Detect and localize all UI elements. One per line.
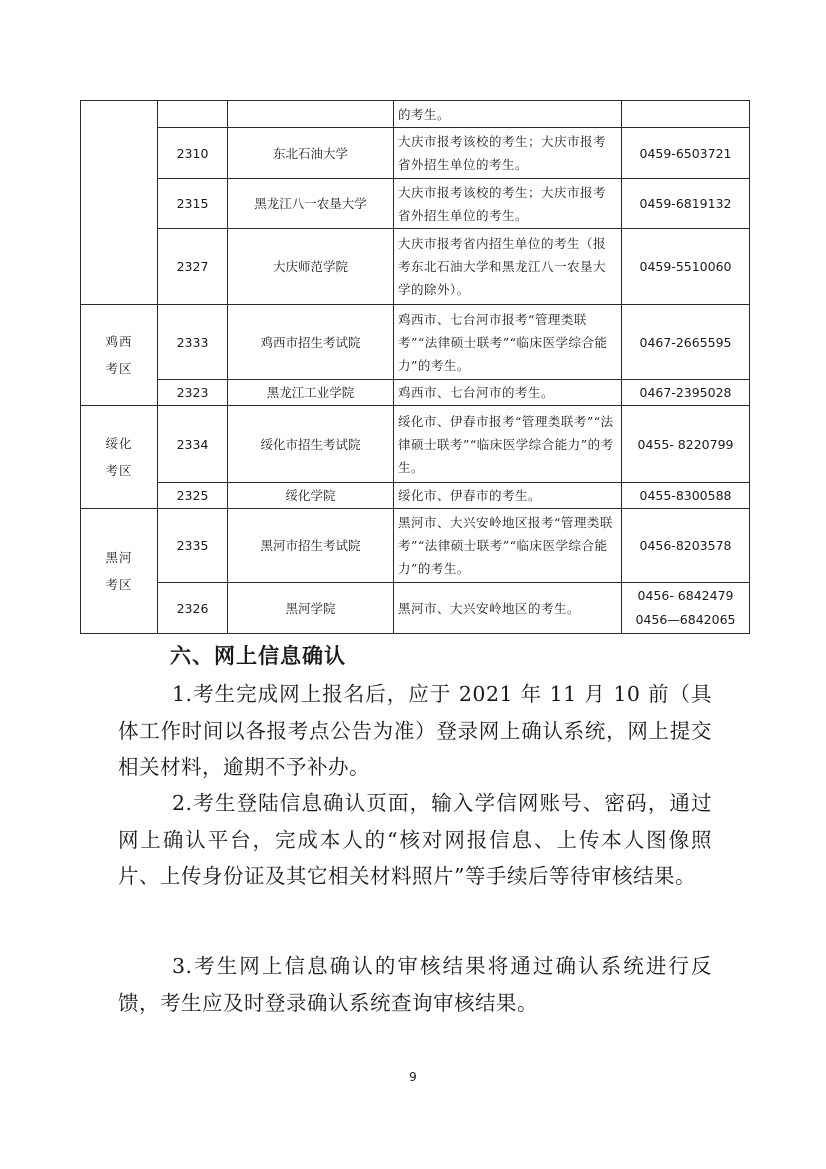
description-cell: 绥化市、伊春市报考“管理类联考”“法律硕士联考”“临床医学综合能力”的考生。	[394, 406, 622, 483]
table-row	[81, 128, 750, 179]
area-cell	[81, 305, 158, 406]
phone-cell: 0467-2665595	[622, 305, 750, 380]
area-cell	[81, 101, 158, 305]
phone-line: 0456—6842065	[635, 612, 736, 627]
page-number: 9	[409, 1070, 417, 1084]
phone-cell: 0459-6503721	[622, 128, 750, 179]
code-cell: 2334	[158, 406, 228, 483]
phone-cell: 0455- 8220799	[622, 406, 750, 483]
table-row	[81, 380, 750, 406]
institution-cell: 黑龙江八一农垦大学	[228, 179, 394, 229]
area-cell	[81, 509, 158, 634]
table-row	[81, 583, 750, 634]
institution-cell: 大庆师范学院	[228, 229, 394, 305]
area-label-line: 绥化	[105, 436, 133, 451]
description-cell: 大庆市报考该校的考生；大庆市报考省外招生单位的考生。	[394, 128, 622, 179]
area-label-line: 考区	[105, 577, 133, 592]
code-cell: 2325	[158, 483, 228, 509]
area-label-line: 鸡西	[105, 334, 133, 349]
phone-cell: 0467-2395028	[622, 380, 750, 406]
institution-cell	[228, 101, 394, 128]
phone-cell: 0455-8300588	[622, 483, 750, 509]
area-label-line: 考区	[105, 361, 133, 376]
phone-cell: 0459-6819132	[622, 179, 750, 229]
code-cell: 2327	[158, 229, 228, 305]
description-cell: 黑河市、大兴安岭地区报考“管理类联考”“法律硕士联考”“临床医学综合能力”的考生。	[394, 509, 622, 583]
description-cell: 绥化市、伊春市的考生。	[394, 483, 622, 509]
phone-line: 0456- 6842479	[637, 588, 734, 603]
description-cell: 鸡西市、七台河市的考生。	[394, 380, 622, 406]
phone-cell: 0459-5510060	[622, 229, 750, 305]
phone-cell	[622, 583, 750, 634]
table-row	[81, 406, 750, 483]
description-cell: 大庆市报考该校的考生；大庆市报考省外招生单位的考生。	[394, 179, 622, 229]
description-cell: 黑河市、大兴安岭地区的考生。	[394, 583, 622, 634]
table-row	[81, 483, 750, 509]
exam-site-table	[80, 100, 750, 634]
institution-cell: 绥化学院	[228, 483, 394, 509]
description-cell: 的考生。	[394, 101, 622, 128]
description-cell: 鸡西市、七台河市报考“管理类联考”“法律硕士联考”“临床医学综合能力”的考生。	[394, 305, 622, 380]
code-cell: 2323	[158, 380, 228, 406]
paragraph: 1.考生完成网上报名后，应于 2021 年 11 月 10 前（具体工作时间以各报考点公告为准）登录网上确认系统，网上提交相关材料，逾期不予补办。	[118, 682, 712, 779]
phone-cell: 0456-8203578	[622, 509, 750, 583]
code-cell: 2335	[158, 509, 228, 583]
area-cell	[81, 406, 158, 509]
institution-cell: 东北石油大学	[228, 128, 394, 179]
table-row	[81, 229, 750, 305]
table-row	[81, 305, 750, 380]
institution-cell: 绥化市招生考试院	[228, 406, 394, 483]
paragraph: 2.考生登陆信息确认页面，输入学信网账号、密码，通过网上确认平台，完成本人的“核对网报信息、上传本人图像照片、上传身份证及其它相关材料照片”等手续后等待审核结果。	[118, 791, 712, 888]
institution-cell: 黑河学院	[228, 583, 394, 634]
phone-cell	[622, 101, 750, 128]
institution-cell: 黑河市招生考试院	[228, 509, 394, 583]
section-heading: 六、网上信息确认	[170, 644, 346, 668]
code-cell: 2333	[158, 305, 228, 380]
institution-cell: 黑龙江工业学院	[228, 380, 394, 406]
paragraph: 3.考生网上信息确认的审核结果将通过确认系统进行反馈，考生应及时登录确认系统查询审核结果。	[118, 954, 712, 1015]
code-cell: 2310	[158, 128, 228, 179]
code-cell: 2326	[158, 583, 228, 634]
table-row	[81, 179, 750, 229]
area-label-line: 黑河	[105, 550, 133, 565]
area-label-line: 考区	[105, 463, 133, 478]
code-cell	[158, 101, 228, 128]
table-row	[81, 101, 750, 128]
code-cell: 2315	[158, 179, 228, 229]
table-row	[81, 509, 750, 583]
description-cell: 大庆市报考省内招生单位的考生（报考东北石油大学和黑龙江八一农垦大学的除外）。	[394, 229, 622, 305]
institution-cell: 鸡西市招生考试院	[228, 305, 394, 380]
